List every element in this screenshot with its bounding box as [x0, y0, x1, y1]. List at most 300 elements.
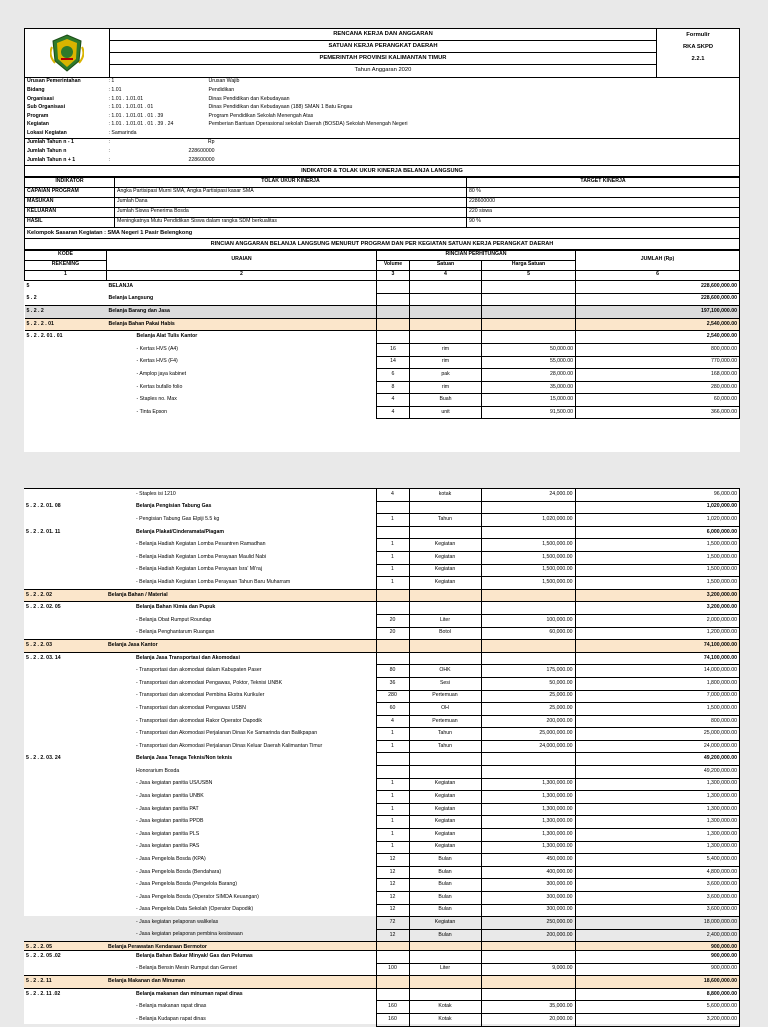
volume: 280 — [376, 690, 409, 703]
harga-satuan — [481, 753, 575, 766]
item-row — [24, 766, 740, 779]
account-code — [24, 715, 106, 728]
satuan — [409, 589, 481, 602]
satuan: Kegiatan — [409, 803, 481, 816]
harga-satuan — [482, 293, 576, 306]
uraian: - Jasa kegiatan panitia UNBK — [136, 793, 204, 800]
group-row — [24, 652, 740, 665]
page-2 — [24, 488, 740, 951]
rincian-header-row-1 — [25, 250, 740, 260]
volume: 12 — [376, 892, 409, 905]
jumlah: 18,000,000.00 — [575, 917, 740, 930]
item-row — [24, 904, 740, 917]
page-1 — [24, 28, 740, 452]
jumlah: 3,600,000.00 — [575, 892, 740, 905]
jumlah: 3,200,000.00 — [575, 602, 740, 615]
jumlah: 3,200,000.00 — [575, 1013, 740, 1026]
indikator-target: 228600000 — [467, 197, 740, 207]
jumlah-row — [25, 148, 740, 157]
uraian: - Belanja Hadiah Kegiatan Lomba Pesantren Ramadhan — [136, 541, 266, 548]
info-row — [25, 130, 740, 139]
indikator-title: INDIKATOR & TOLAK UKUR KINERJA BELANJA LANGSUNG — [24, 166, 740, 177]
jumlah: 96,000.00 — [575, 489, 740, 502]
harga-satuan: 1,500,000.00 — [481, 577, 575, 590]
group-row — [25, 318, 740, 331]
item-row — [24, 963, 740, 976]
uraian: BELANJA — [108, 283, 133, 289]
info-desc: Dinas Pendidikan dan Kebudayaan (188) SMAN 1 Batu Engau — [208, 104, 353, 111]
jumlah: 770,000.00 — [576, 356, 740, 369]
jumlah: 1,020,000.00 — [575, 501, 740, 514]
info-code: : 1.01 . 1.01.01 . 01 . 39 . 24 — [108, 121, 174, 128]
col-num-2: 2 — [107, 270, 377, 280]
volume: 1 — [376, 778, 409, 791]
harga-satuan — [482, 318, 576, 331]
harga-satuan: 200,000.00 — [481, 715, 575, 728]
rincian-number-row — [25, 270, 740, 280]
volume: 12 — [376, 866, 409, 879]
jumlah-spacer — [217, 139, 740, 148]
form-name: RKA SKPD — [682, 44, 714, 50]
volume — [376, 589, 409, 602]
satuan: Kegiatan — [409, 816, 481, 829]
indikator-tolak-ukur: Angka Partisipasi Murni SMA, Angka Partisipasi kasar SMA — [115, 187, 467, 197]
info-row — [25, 104, 740, 113]
satuan: Bulan — [409, 854, 481, 867]
uraian: - Amplop jaya kabinet — [136, 370, 187, 377]
item-row — [25, 343, 740, 356]
satuan: Bulan — [409, 866, 481, 879]
account-code — [25, 381, 107, 394]
page-3 — [24, 950, 740, 1024]
satuan: Bulan — [409, 879, 481, 892]
account-code — [24, 614, 106, 627]
jumlah: 2,540,000.00 — [576, 318, 740, 331]
satuan — [409, 976, 481, 989]
harga-satuan: 9,000.00 — [481, 963, 575, 976]
item-row — [24, 803, 740, 816]
info-code: : Samarinda — [107, 130, 207, 139]
col-satuan: Satuan — [410, 260, 482, 270]
jumlah: 1,500,000.00 — [575, 551, 740, 564]
account-code: 5 . 2 . 2 — [25, 306, 107, 319]
uraian: Belanja Bahan / Material — [106, 589, 376, 602]
harga-satuan — [481, 951, 575, 964]
jumlah: 800,000.00 — [575, 715, 740, 728]
uraian: - Jasa kegiatan panitia PAT — [136, 805, 199, 812]
uraian: - Transportasi dan akomodasi dalam Kabupaten Paser — [136, 667, 262, 674]
satuan: Kegiatan — [409, 778, 481, 791]
volume: 1 — [376, 551, 409, 564]
harga-satuan — [481, 589, 575, 602]
uraian: - Belanja makanan rapat dinas — [136, 1003, 207, 1010]
rincian-table-page-1 — [24, 250, 740, 420]
uraian: - Transportasi dan Akomodasi Perjalanan Dinas Ke Samarinda dan Balikpapan — [136, 730, 318, 737]
indikator-name: CAPAIAN PROGRAM — [25, 187, 115, 197]
uraian: - Pengisian Tabung Gas Elpiji 5.5 kg — [136, 516, 220, 522]
info-table — [24, 78, 740, 139]
info-code: : 1 — [108, 78, 115, 85]
harga-satuan: 1,300,000.00 — [481, 841, 575, 854]
info-key: Bidang — [27, 86, 45, 93]
item-row — [24, 614, 740, 627]
jumlah: 1,500,000.00 — [575, 577, 740, 590]
volume: 1 — [376, 564, 409, 577]
volume: 80 — [376, 665, 409, 678]
group-row — [24, 640, 740, 653]
harga-satuan: 1,300,000.00 — [481, 803, 575, 816]
volume — [376, 526, 409, 539]
col-rincian: RINCIAN PERHITUNGAN — [377, 250, 576, 260]
harga-satuan: 24,000.00 — [481, 489, 575, 502]
account-code — [24, 816, 106, 829]
volume: 12 — [376, 904, 409, 917]
jumlah: 5,600,000.00 — [575, 1001, 740, 1014]
item-row — [24, 929, 740, 942]
account-code: 5 . 2 . 2. 01 . 01 — [26, 333, 63, 340]
col-rekening: REKENING — [25, 260, 107, 270]
indikator-table — [24, 177, 740, 228]
harga-satuan: 400,000.00 — [481, 866, 575, 879]
account-code — [24, 703, 106, 716]
group-row — [24, 976, 740, 989]
indikator-target: 220 siswa — [467, 207, 740, 217]
uraian: Belanja Pengisian Tabung Gas — [136, 503, 212, 510]
item-row — [24, 866, 740, 879]
account-code — [24, 728, 106, 741]
harga-satuan — [481, 766, 575, 779]
harga-satuan: 28,000.00 — [482, 369, 576, 382]
uraian: - Jasa kegiatan pelaporan pembina kesiswaan — [136, 931, 243, 938]
indikator-col-header: TARGET KINERJA — [467, 177, 740, 187]
satuan — [410, 306, 482, 319]
item-row — [24, 715, 740, 728]
satuan: Liter — [409, 614, 481, 627]
volume: 20 — [376, 627, 409, 640]
uraian: - Transportasi dan akomodasi Pembina Ekstra Kurikuler — [136, 692, 265, 699]
col-num-6: 6 — [576, 270, 740, 280]
satuan — [409, 988, 481, 1001]
account-code: 5 . 2 . 2. 02 — [24, 589, 106, 602]
account-code — [24, 740, 106, 753]
item-row — [24, 728, 740, 741]
uraian: - Staples isi 1210 — [136, 491, 176, 498]
item-row — [24, 627, 740, 640]
col-num-3: 3 — [377, 270, 410, 280]
header-line-4: Tahun Anggaran 2020 — [354, 67, 412, 73]
harga-satuan: 100,000.00 — [481, 614, 575, 627]
harga-satuan: 300,000.00 — [481, 904, 575, 917]
harga-satuan: 450,000.00 — [481, 854, 575, 867]
jumlah: 197,100,000.00 — [576, 306, 740, 319]
info-row — [25, 78, 740, 87]
uraian: - Belanja Hadiah Kegiatan Lomba Perayaan Isra' Mi'raj — [136, 566, 262, 573]
jumlah-value: 228600000 — [188, 148, 215, 155]
harga-satuan: 35,000.00 — [481, 1001, 575, 1014]
jumlah: 74,100,000.00 — [575, 652, 740, 665]
info-desc — [207, 130, 740, 139]
harga-satuan: 25,000,000.00 — [481, 728, 575, 741]
item-row — [24, 854, 740, 867]
satuan: Kegiatan — [409, 564, 481, 577]
volume: 8 — [377, 381, 410, 394]
satuan: Kotak — [409, 1001, 481, 1014]
account-code — [25, 406, 107, 419]
account-code: 5 . 2 . 2 . 01 — [25, 318, 107, 331]
account-code — [24, 677, 106, 690]
uraian: Belanja Barang dan Jasa — [107, 306, 377, 319]
harga-satuan: 300,000.00 — [481, 892, 575, 905]
uraian: - Belanja Hadiah Kegiatan Lomba Perayaan Maulid Nabi — [136, 553, 267, 560]
account-code — [24, 766, 106, 779]
jumlah-table — [24, 139, 740, 166]
jumlah: 8,800,000.00 — [575, 988, 740, 1001]
account-code — [24, 904, 106, 917]
uraian: - Transportasi dan akomodasi Pengawas USBN — [136, 704, 246, 711]
account-code — [24, 879, 106, 892]
jumlah: 24,000,000.00 — [575, 740, 740, 753]
jumlah: 1,800,000.00 — [575, 677, 740, 690]
account-code — [24, 791, 106, 804]
uraian: Belanja Bahan Pakai Habis — [107, 318, 377, 331]
harga-satuan: 15,000.00 — [482, 394, 576, 407]
info-row — [25, 112, 740, 121]
volume: 4 — [377, 406, 410, 419]
volume: 1 — [376, 841, 409, 854]
uraian: Belanja Bahan Bakar Minyak/ Gas dan Pelumas — [136, 953, 253, 960]
group-row — [25, 331, 740, 344]
jumlah: 4,800,000.00 — [575, 866, 740, 879]
harga-satuan: 35,000.00 — [482, 381, 576, 394]
uraian: - Transportasi dan akomodasi Rakor Operator Dapodik — [136, 717, 263, 724]
satuan — [409, 951, 481, 964]
uraian: Belanja makanan dan minuman rapat dinas — [136, 990, 243, 997]
info-code: : 1.01 . 1.01.01 . 01 . 39 — [108, 112, 164, 119]
volume: 1 — [376, 829, 409, 842]
harga-satuan: 20,000.00 — [481, 1013, 575, 1026]
satuan: Kegiatan — [409, 577, 481, 590]
account-code — [25, 369, 107, 382]
info-row — [25, 87, 740, 96]
satuan — [410, 293, 482, 306]
jumlah: 18,600,000.00 — [575, 976, 740, 989]
account-code: 5 . 2 . 2. 01. 11 — [26, 528, 61, 535]
jumlah: 366,000.00 — [576, 406, 740, 419]
volume: 12 — [376, 929, 409, 942]
jumlah: 1,300,000.00 — [575, 803, 740, 816]
satuan: rim — [410, 381, 482, 394]
uraian: Honorarium Bosda — [136, 767, 180, 774]
account-code — [25, 394, 107, 407]
volume — [376, 766, 409, 779]
rincian-title: RINCIAN ANGGARAN BELANJA LANGSUNG MENURUT PROGRAM DAN PER KEGIATAN SATUAN KERJA PERANGKAT DAERAH — [24, 239, 740, 250]
harga-satuan: 1,500,000.00 — [481, 564, 575, 577]
harga-satuan — [481, 602, 575, 615]
satuan: Kotak — [409, 1013, 481, 1026]
logo-cell — [25, 29, 110, 77]
satuan: Bulan — [409, 892, 481, 905]
item-row — [24, 703, 740, 716]
item-row — [24, 778, 740, 791]
jumlah: 2,400,000.00 — [575, 929, 740, 942]
form-label: Formulir — [686, 32, 710, 38]
satuan: Kegiatan — [409, 841, 481, 854]
volume — [376, 640, 409, 653]
account-code — [24, 866, 106, 879]
indikator-target: 80 % — [467, 187, 740, 197]
volume: 6 — [377, 369, 410, 382]
jumlah-key: Jumlah Tahun n - 1 — [27, 139, 74, 146]
harga-satuan — [482, 331, 576, 344]
info-desc: Dinas Pendidikan dan Kebudayaan — [208, 95, 290, 102]
jumlah-key: Jumlah Tahun n — [27, 148, 67, 155]
jumlah: 14,000,000.00 — [575, 665, 740, 678]
indikator-col-header: INDIKATOR — [25, 177, 115, 187]
harga-satuan: 1,500,000.00 — [481, 551, 575, 564]
indikator-col-header: TOLAK UKUR KINERJA — [115, 177, 467, 187]
group-row — [25, 293, 740, 306]
satuan: Kegiatan — [409, 539, 481, 552]
volume: 1 — [376, 816, 409, 829]
uraian: - Jasa kegiatan panitia PAS — [136, 843, 200, 850]
item-row — [24, 879, 740, 892]
indikator-tolak-ukur: Jumlah Dana — [115, 197, 467, 207]
volume: 1 — [376, 539, 409, 552]
account-code — [24, 690, 106, 703]
jumlah: 1,300,000.00 — [575, 816, 740, 829]
indikator-tolak-ukur: Jumlah Siswa Penerima Bosda — [115, 207, 467, 217]
uraian: - Jasa kegiatan pelaporan walikelas — [136, 919, 219, 925]
indikator-row — [25, 187, 740, 197]
account-code: 5 . 2 . 2. 02. 05 — [26, 604, 61, 611]
harga-satuan: 200,000.00 — [481, 929, 575, 942]
col-kode: KODE — [25, 250, 107, 260]
account-code: 5 . 2 . 2. 03. 14 — [26, 654, 61, 661]
uraian: - Belanja Hadiah Kegiatan Lomba Perayaan Tahun Baru Muharram — [136, 578, 291, 585]
jumlah: 2,000,000.00 — [575, 614, 740, 627]
account-code — [24, 627, 106, 640]
account-code: 5 — [26, 283, 30, 289]
harga-satuan — [482, 280, 576, 293]
jumlah: 1,200,000.00 — [575, 627, 740, 640]
harga-satuan: 55,000.00 — [482, 356, 576, 369]
jumlah: 900,000.00 — [575, 963, 740, 976]
jumlah-spacer — [217, 148, 740, 157]
info-code: : 1.01 . 1.01.01 . 01 — [108, 104, 154, 111]
satuan: Tahun — [409, 514, 481, 527]
uraian: - Jasa Pengelola Bosda (Bendahara) — [136, 868, 222, 875]
harga-satuan: 1,300,000.00 — [481, 816, 575, 829]
info-key: Kegiatan — [27, 121, 49, 128]
jumlah: 6,000,000.00 — [575, 526, 740, 539]
volume: 12 — [376, 879, 409, 892]
jumlah: 49,200,000.00 — [575, 766, 740, 779]
account-code — [24, 577, 106, 590]
jumlah-value: 228600000 — [188, 156, 215, 163]
volume: 4 — [377, 394, 410, 407]
jumlah: 228,600,000.00 — [576, 280, 740, 293]
uraian: Belanja Langsung — [108, 295, 154, 302]
uraian: - Tinta Epson — [136, 408, 168, 415]
satuan — [410, 331, 482, 344]
jumlah: 3,600,000.00 — [575, 879, 740, 892]
account-code: 5 . 2 . 2. 01. 08 — [26, 503, 61, 510]
jumlah: 168,000.00 — [576, 369, 740, 382]
account-code — [24, 892, 106, 905]
account-code — [24, 551, 106, 564]
satuan — [409, 640, 481, 653]
jumlah: 1,020,000.00 — [575, 514, 740, 527]
jumlah-row — [25, 156, 740, 165]
uraian: - Kertas bufallo folio — [136, 383, 183, 390]
uraian: Belanja Alat Tulis Kantor — [136, 333, 198, 340]
account-code — [24, 514, 106, 527]
harga-satuan: 91,500.00 — [482, 406, 576, 419]
satuan: Botol — [409, 627, 481, 640]
jumlah: 280,000.00 — [576, 381, 740, 394]
harga-satuan — [481, 640, 575, 653]
jumlah: 49,200,000.00 — [575, 753, 740, 766]
item-row — [25, 369, 740, 382]
satuan — [409, 766, 481, 779]
volume — [377, 306, 410, 319]
uraian: - Belanja Obat Rumput Roundap — [136, 616, 212, 623]
satuan — [410, 318, 482, 331]
satuan: Kegiatan — [409, 829, 481, 842]
rincian-table-page-3 — [24, 950, 740, 1027]
satuan: OHK — [409, 665, 481, 678]
item-row — [24, 917, 740, 930]
account-code — [24, 841, 106, 854]
satuan — [409, 602, 481, 615]
item-row — [25, 406, 740, 419]
satuan: Tahun — [409, 740, 481, 753]
info-row — [25, 95, 740, 104]
harga-satuan: 60,000.00 — [481, 627, 575, 640]
jumlah: 800,000.00 — [576, 343, 740, 356]
item-row — [24, 892, 740, 905]
volume: 60 — [376, 703, 409, 716]
harga-satuan: 1,500,000.00 — [481, 539, 575, 552]
jumlah: 1,500,000.00 — [575, 564, 740, 577]
jumlah-sep: : — [108, 156, 110, 163]
col-num-5: 5 — [482, 270, 576, 280]
volume: 160 — [376, 1001, 409, 1014]
header-line-3: PEMERINTAH PROVINSI KALIMANTAN TIMUR — [110, 53, 656, 65]
volume — [376, 976, 409, 989]
volume: 4 — [376, 489, 409, 502]
satuan: OH — [409, 703, 481, 716]
group-row — [24, 589, 740, 602]
account-code — [24, 564, 106, 577]
indikator-target: 90 % — [467, 217, 740, 227]
harga-satuan: 50,000.00 — [481, 677, 575, 690]
satuan — [410, 280, 482, 293]
item-row — [24, 489, 740, 502]
info-desc: Pendidikan — [208, 86, 235, 93]
harga-satuan: 24,000,000.00 — [481, 740, 575, 753]
harga-satuan: 50,000.00 — [482, 343, 576, 356]
uraian: Belanja Jasa Tenaga Teknis/Non teknis — [136, 755, 233, 762]
account-code: 5 . 2 . 2. 11 .02 — [26, 990, 61, 997]
item-row — [25, 356, 740, 369]
harga-satuan: 1,300,000.00 — [481, 791, 575, 804]
info-desc: Urusan Wajib — [208, 78, 240, 85]
indikator-row — [25, 217, 740, 227]
harga-satuan — [481, 652, 575, 665]
volume — [376, 988, 409, 1001]
jumlah: 5,400,000.00 — [575, 854, 740, 867]
